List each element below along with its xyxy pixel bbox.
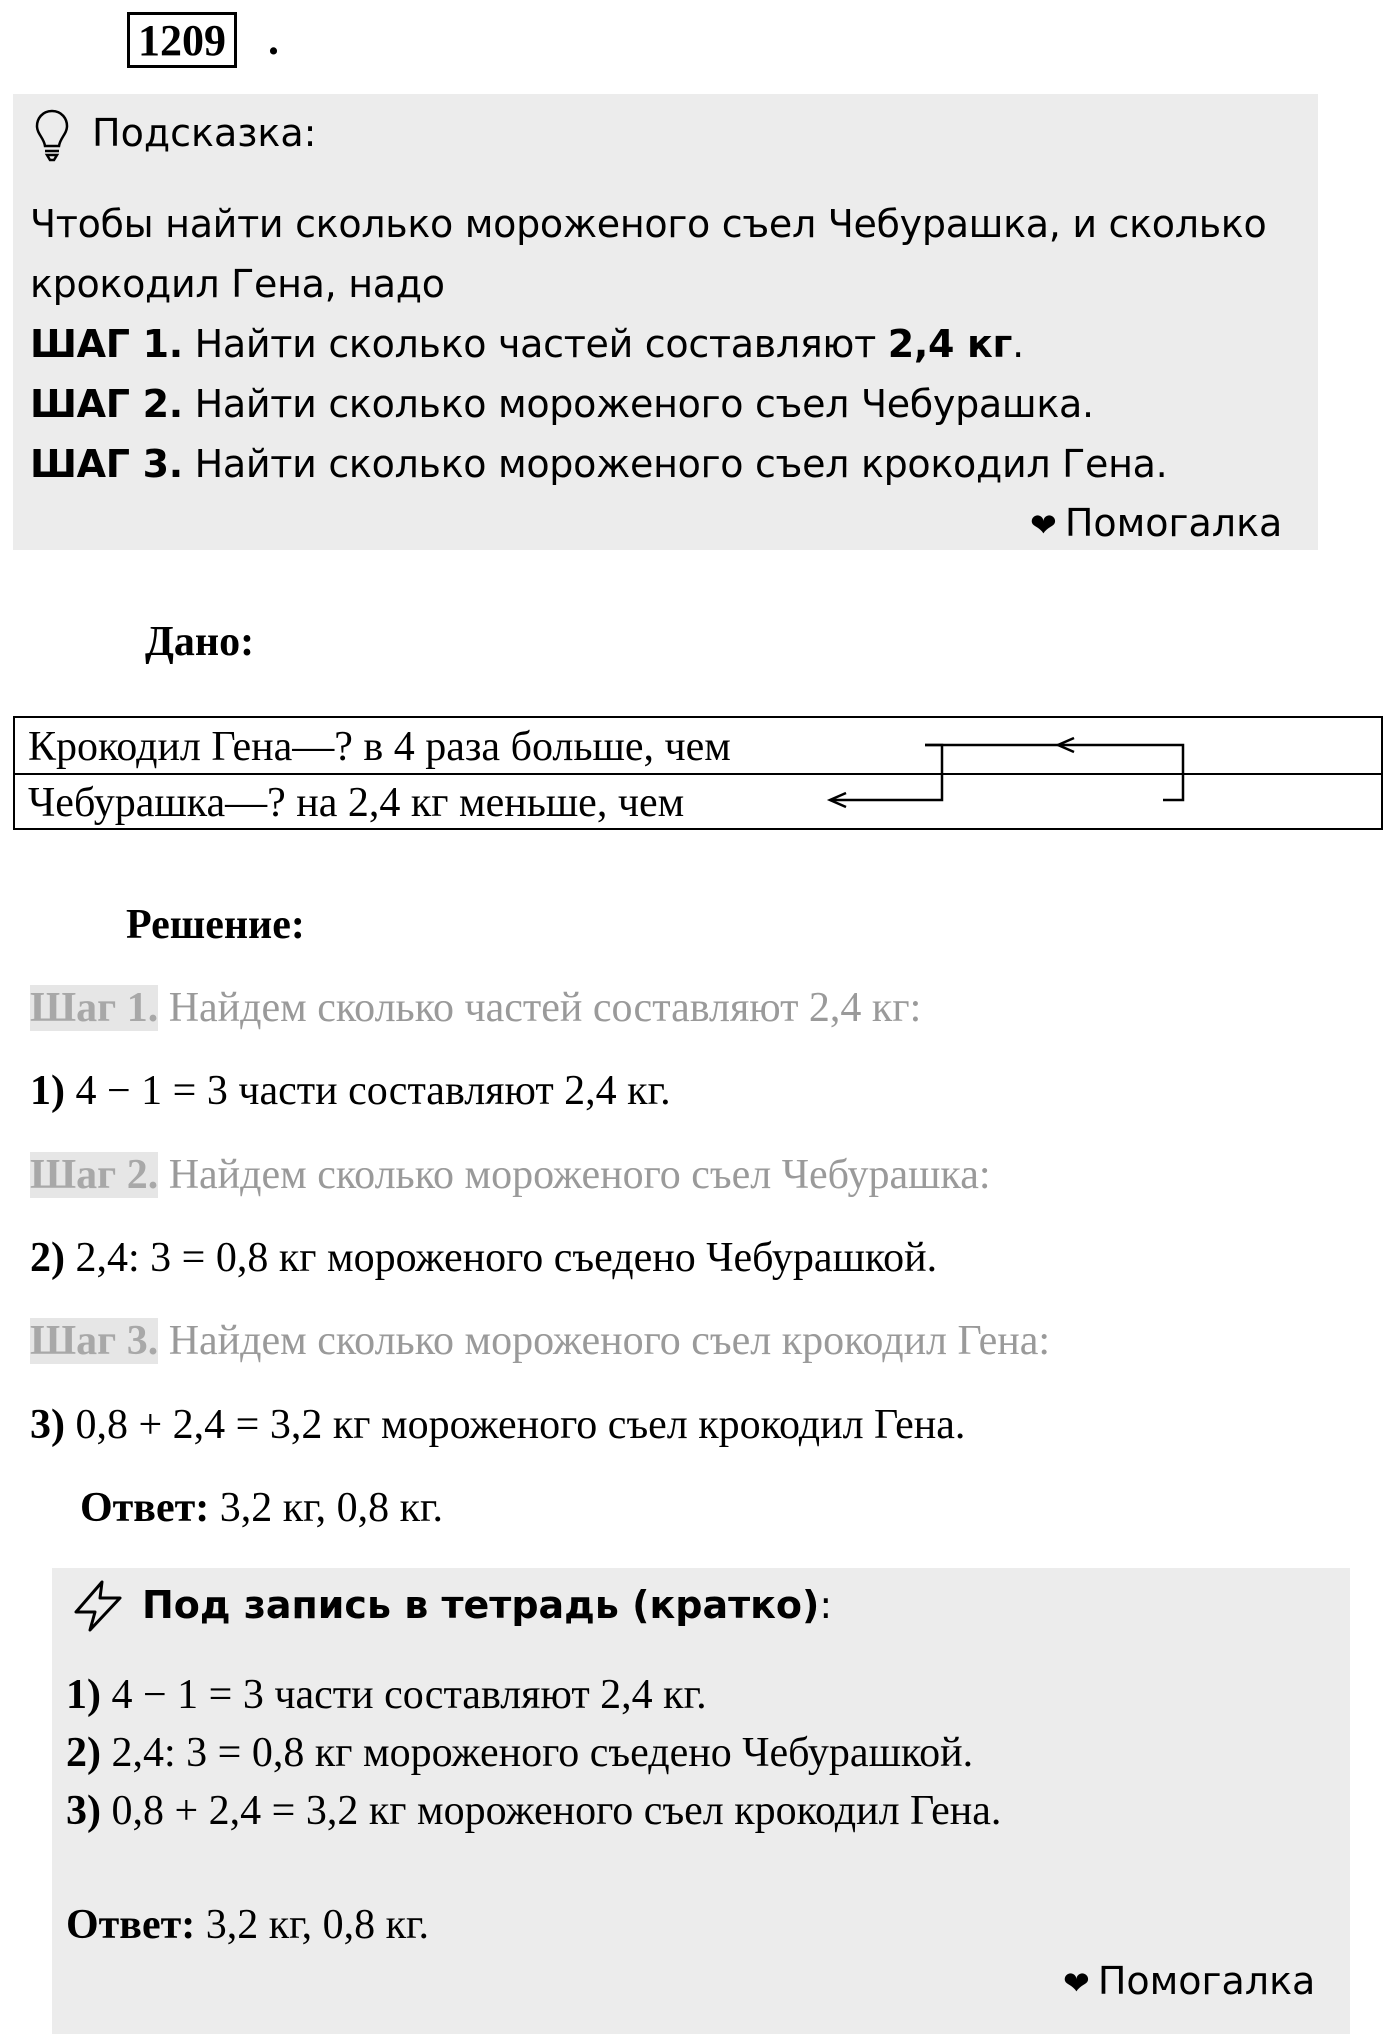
answer-label: Ответ: xyxy=(66,1902,196,1948)
step-label: Шаг 3. xyxy=(30,1318,159,1364)
line-text: 2,4: 3 = 0,8 кг мороженого съедено Чебурашкой. xyxy=(65,1235,938,1281)
line-text: 0,8 + 2,4 = 3,2 кг мороженого съел крокодил Гена. xyxy=(101,1788,1002,1834)
problem-number: 1209 xyxy=(127,12,237,68)
notebook-line-3 xyxy=(66,1782,1001,1840)
solution-step-3 xyxy=(30,1313,1050,1369)
line-text: 0,8 + 2,4 = 3,2 кг мороженого съел крокодил Гена. xyxy=(65,1402,966,1448)
solution-title: Решение: xyxy=(126,902,305,948)
notebook-brand-label: Помогалка xyxy=(1097,1959,1316,2003)
line-number: 3) xyxy=(66,1788,101,1834)
solution-step-2 xyxy=(30,1147,991,1203)
arrow-gena-to-cheburashka xyxy=(925,738,1183,800)
solution-step-1 xyxy=(30,980,921,1036)
heart-icon: ❤ xyxy=(1030,506,1057,544)
step-text: Найдем сколько мороженого съел Чебурашка: xyxy=(158,1152,991,1198)
arrow-more-to-cheburashka xyxy=(830,745,942,807)
line-text: 2,4: 3 = 0,8 кг мороженого съедено Чебурашкой. xyxy=(101,1730,974,1776)
hint-step-text: Найти сколько частей составляют xyxy=(182,322,888,366)
notebook-title xyxy=(142,1580,832,1630)
notebook-line-2 xyxy=(66,1724,973,1782)
notebook-title-text: Под запись в тетрадь (кратко) xyxy=(142,1583,820,1627)
line-number: 1) xyxy=(30,1068,65,1114)
line-number: 2) xyxy=(66,1730,101,1776)
answer-text: 3,2 кг, 0,8 кг. xyxy=(195,1902,430,1948)
hint-step-text: Найти сколько мороженого съел Чебурашка. xyxy=(182,382,1094,426)
solution-line-3 xyxy=(30,1397,965,1453)
notebook-brand xyxy=(1063,1956,1315,2008)
solution-line-1 xyxy=(30,1063,671,1119)
given-row-cheburashka: Чебурашка—? на 2,4 кг меньше, чем xyxy=(28,780,685,826)
step-text: Найдем сколько частей составляют 2,4 кг: xyxy=(158,985,922,1031)
hint-brand-label: Помогалка xyxy=(1064,501,1283,545)
lightning-icon xyxy=(68,1578,128,1634)
solution-answer xyxy=(80,1480,443,1536)
line-number: 3) xyxy=(30,1402,65,1448)
hint-step-label: ШАГ 3. xyxy=(30,442,183,486)
step-label: Шаг 2. xyxy=(30,1152,159,1198)
hint-step-label: ШАГ 2. xyxy=(30,382,183,426)
problem-number-dot: . xyxy=(268,15,279,64)
step-text: Найдем сколько мороженого съел крокодил Гена: xyxy=(158,1318,1051,1364)
hint-step-label: ШАГ 1. xyxy=(30,322,183,366)
heart-icon: ❤ xyxy=(1063,1964,1090,2002)
hint-intro-line-1: Чтобы найти сколько мороженого съел Чебурашка, и сколько xyxy=(30,202,1267,246)
hint-step-value: 2,4 кг xyxy=(887,322,1013,366)
line-text: 4 − 1 = 3 части составляют 2,4 кг. xyxy=(65,1068,671,1114)
notebook-title-colon: : xyxy=(819,1583,833,1627)
hint-step-end: . xyxy=(1012,322,1024,366)
line-number: 2) xyxy=(30,1235,65,1281)
hint-step-text: Найти сколько мороженого съел крокодил Гена. xyxy=(182,442,1168,486)
step-label: Шаг 1. xyxy=(30,985,159,1031)
hint-title: Подсказка: xyxy=(92,111,317,155)
line-text: 4 − 1 = 3 части составляют 2,4 кг. xyxy=(101,1672,707,1718)
given-row-gena: Крокодил Гена—? в 4 раза больше, чем xyxy=(28,724,731,770)
hint-intro-line-2: крокодил Гена, надо xyxy=(30,262,445,306)
answer-text: 3,2 кг, 0,8 кг. xyxy=(209,1485,444,1531)
given-title: Дано: xyxy=(145,619,255,665)
line-number: 1) xyxy=(66,1672,101,1718)
relation-arrows xyxy=(0,0,1400,900)
notebook-line-1 xyxy=(66,1666,707,1724)
solution-line-2 xyxy=(30,1230,937,1286)
answer-label: Ответ: xyxy=(80,1485,210,1531)
notebook-answer xyxy=(66,1896,429,1954)
